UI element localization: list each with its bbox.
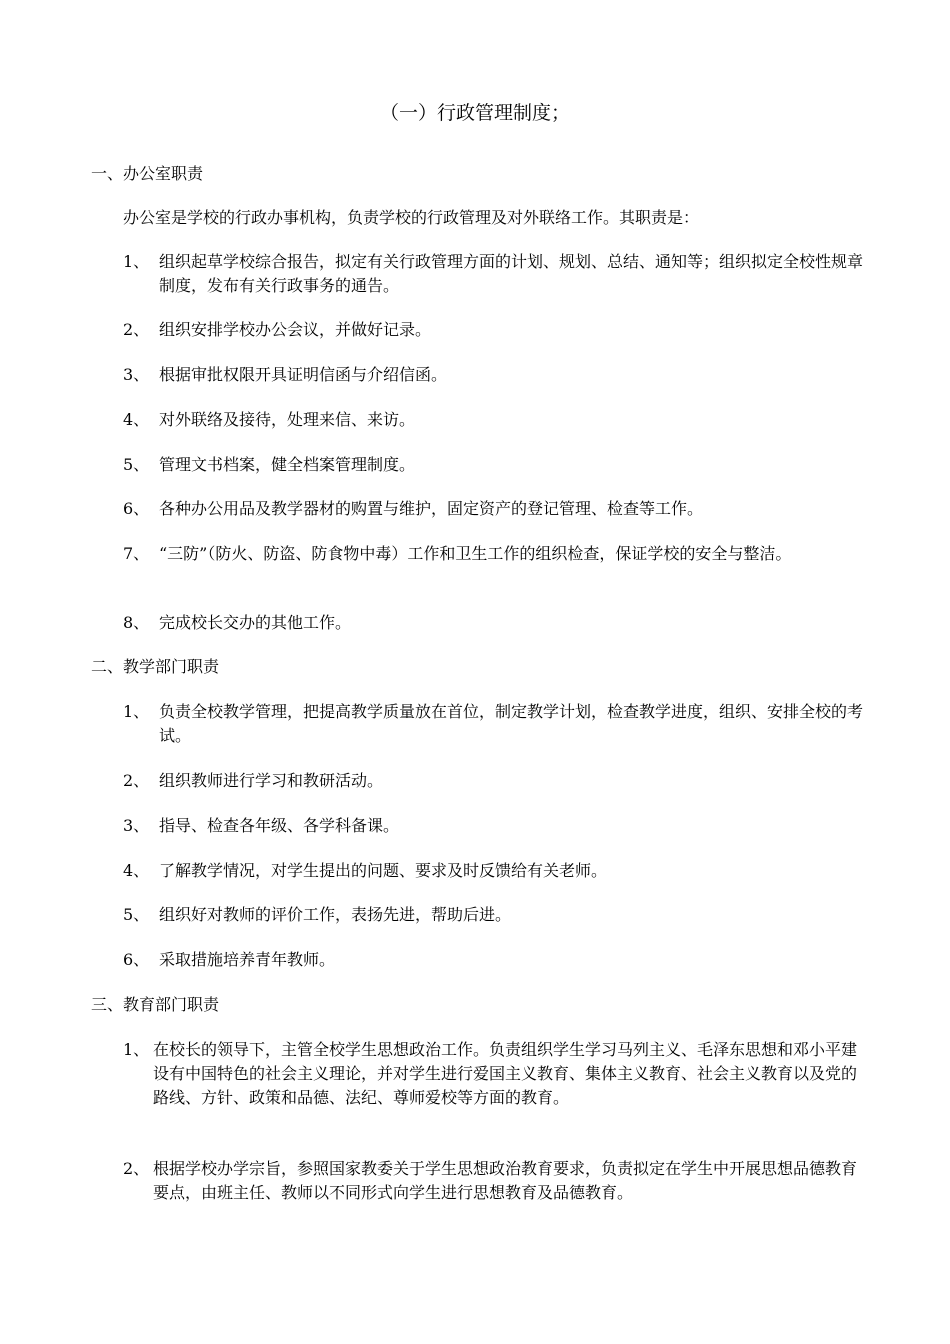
list-item-number: 2、 bbox=[123, 320, 150, 339]
list-item-number: 6、 bbox=[123, 499, 150, 518]
list-item-text: 了解教学情况，对学生提出的问题、要求及时反馈给有关老师。 bbox=[159, 861, 608, 880]
list-item bbox=[123, 363, 863, 387]
list-item bbox=[123, 542, 863, 566]
list-item bbox=[123, 903, 863, 927]
list-item-text: 组织安排学校办公会议，并做好记录。 bbox=[159, 320, 432, 339]
list-item-number: 7、 bbox=[123, 544, 150, 563]
list-item-number: 4、 bbox=[123, 410, 150, 429]
list-item bbox=[123, 318, 863, 342]
list-item-text: 组织起草学校综合报告，拟定有关行政管理方面的计划、规划、总结、通知等；组织拟定全校性规章制度，发布有关行政事务的通告。 bbox=[159, 252, 864, 295]
list-item-number: 5、 bbox=[123, 905, 150, 924]
list-item-number: 6、 bbox=[123, 950, 150, 969]
list-item-text: 在校长的领导下，主管全校学生思想政治工作。负责组织学生学习马列主义、毛泽东思想和邓小平建设有中国特色的社会主义理论，并对学生进行爱国主义教育、集体主义教育、社会主义教育以及党的路线、方针、政策和品德、法纪、尊师爱校等方面的教育。 bbox=[153, 1040, 858, 1107]
list-item-text: 组织教师进行学习和教研活动。 bbox=[159, 771, 384, 790]
document-title: （一）行政管理制度； bbox=[379, 102, 570, 124]
list-item-text: 负责全校教学管理，把提高教学质量放在首位，制定教学计划，检查教学进度，组织、安排全校的考试。 bbox=[159, 702, 864, 745]
list-item bbox=[123, 250, 863, 298]
section-heading-office: 一、办公室职责 bbox=[91, 164, 204, 183]
list-item-text: 根据学校办学宗旨，参照国家教委关于学生思想政治教育要求，负责拟定在学生中开展思想品德教育要点，由班主任、教师以不同形式向学生进行思想教育及品德教育。 bbox=[153, 1159, 858, 1202]
list-item-number: 2、 bbox=[123, 1159, 150, 1178]
list-item-text: 采取措施培养青年教师。 bbox=[159, 950, 336, 969]
list-item-text: 组织好对教师的评价工作，表扬先进，帮助后进。 bbox=[159, 905, 512, 924]
list-item bbox=[123, 769, 863, 793]
list-item-text: 完成校长交办的其他工作。 bbox=[159, 613, 352, 632]
list-item-number: 1、 bbox=[123, 1040, 150, 1059]
section-heading-teaching: 二、教学部门职责 bbox=[91, 657, 220, 676]
list-item-number: 3、 bbox=[123, 365, 150, 384]
list-item bbox=[123, 859, 863, 883]
list-item-text: “三防”（防火、防盗、防食物中毒）工作和卫生工作的组织检查，保证学校的安全与整洁。 bbox=[159, 544, 792, 563]
list-item-number: 2、 bbox=[123, 771, 150, 790]
list-item-number: 3、 bbox=[123, 816, 150, 835]
list-item-number: 8、 bbox=[123, 613, 150, 632]
list-item bbox=[123, 1038, 863, 1110]
list-item-number: 5、 bbox=[123, 455, 150, 474]
list-item bbox=[123, 611, 863, 635]
list-item-text: 根据审批权限开具证明信函与介绍信函。 bbox=[159, 365, 448, 384]
list-item-number: 4、 bbox=[123, 861, 150, 880]
list-item bbox=[123, 497, 863, 521]
list-item bbox=[123, 1157, 863, 1205]
section-intro-office: 办公室是学校的行政办事机构，负责学校的行政管理及对外联络工作。其职责是： bbox=[123, 208, 700, 227]
list-item-text: 各种办公用品及教学器材的购置与维护，固定资产的登记管理、检查等工作。 bbox=[159, 499, 704, 518]
list-item bbox=[123, 700, 863, 748]
list-item bbox=[123, 814, 863, 838]
list-item bbox=[123, 408, 863, 432]
list-item-number: 1、 bbox=[123, 252, 150, 271]
list-item-text: 对外联络及接待，处理来信、来访。 bbox=[159, 410, 416, 429]
list-item-number: 1、 bbox=[123, 702, 150, 721]
section-heading-education: 三、教育部门职责 bbox=[91, 995, 220, 1014]
list-item-text: 管理文书档案，健全档案管理制度。 bbox=[159, 455, 416, 474]
list-item bbox=[123, 948, 863, 972]
list-item bbox=[123, 453, 863, 477]
list-item-text: 指导、检查各年级、各学科备课。 bbox=[159, 816, 400, 835]
